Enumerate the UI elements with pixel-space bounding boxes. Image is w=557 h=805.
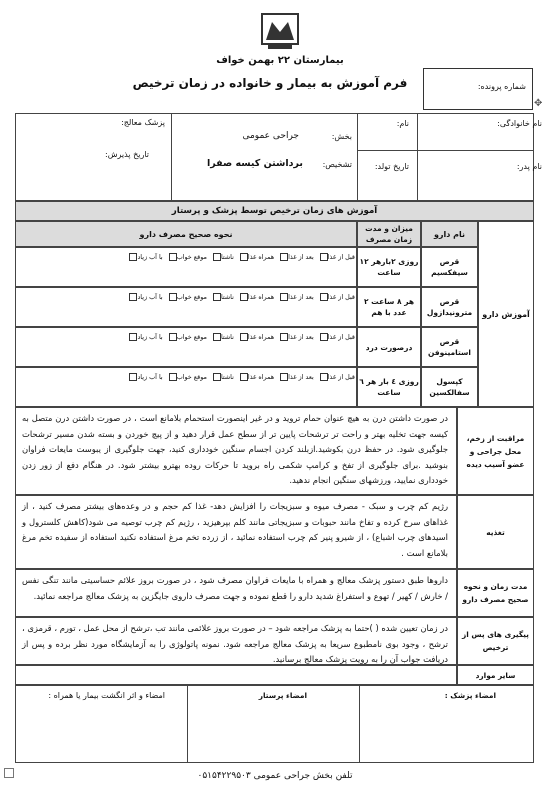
last-name-label: نام خانوادگی:: [497, 119, 542, 128]
method-option-label: با آب زیاد: [137, 253, 163, 261]
checkbox[interactable]: [320, 293, 328, 301]
method-option-label: با آب زیاد: [137, 333, 163, 341]
row-text: رژیم کم چرب و سبک - مصرف میوه و سبزیجات را افزایش دهد- غذا کم حجم و در وعده‌های بیشتر مصرف کنید ، از غذاهای سرخ کرده و تفاخ مانند حبوبات و سبزیجاتی مانند کلم بپرهیزید ، رژیم کم چرب توصیه می شود(کاهش کلسترول و اسیدهای چرب اشباع) ، از شیرو پنیر کم چرب استفاده نمائید ، از زرده تخم مرغ استفاده نکنید استفاده از سفیده تخم مرغ بلامانع است .: [15, 495, 457, 569]
method-option[interactable]: [278, 253, 314, 261]
method-option-label: همراه غذا: [247, 373, 275, 381]
col-method: نحوه صحیح مصرف دارو: [15, 221, 357, 247]
record-number-box[interactable]: [423, 68, 533, 110]
drug-education-label: آموزش دارو: [478, 221, 534, 407]
method-options: [127, 373, 355, 381]
checkbox[interactable]: [320, 373, 328, 381]
method-option-label: موقع خواب: [176, 373, 207, 381]
checkbox[interactable]: [240, 293, 248, 301]
drug-name: قرص مترونیدازول: [421, 287, 478, 327]
ward-value: جراحی عمومی: [242, 131, 299, 141]
hospital-name: بیمارستان ۲۲ بهمن خواف: [216, 55, 344, 66]
method-option-label: موقع خواب: [176, 293, 207, 301]
drug-name: قرص سیفکسیم: [421, 247, 478, 287]
drug-amount: روزی ٤ بار هر ٦ ساعت: [357, 367, 421, 407]
form-title: فرم آموزش به بیمار و خانواده در زمان ترخیص: [132, 76, 408, 90]
method-option[interactable]: [127, 373, 162, 381]
name-label: نام:: [396, 119, 409, 128]
drug-name: قرص استامینوفن: [421, 327, 478, 367]
method-option[interactable]: [238, 253, 274, 261]
method-options: [127, 333, 355, 341]
checkbox[interactable]: [320, 253, 328, 261]
table-resize-handle[interactable]: [4, 768, 14, 778]
method-option[interactable]: [318, 293, 355, 301]
drug-amount: درصورت درد: [357, 327, 421, 367]
checkbox[interactable]: [240, 333, 248, 341]
checkbox[interactable]: [280, 333, 288, 341]
checkbox[interactable]: [169, 373, 177, 381]
row-label: سایر موارد: [457, 665, 534, 685]
ward-label: بخش:: [331, 132, 352, 141]
method-option-label: موقع خواب: [176, 333, 207, 341]
method-option[interactable]: [278, 373, 314, 381]
method-option[interactable]: [238, 333, 274, 341]
method-option[interactable]: [318, 253, 355, 261]
method-option[interactable]: [278, 293, 314, 301]
checkbox[interactable]: [129, 293, 137, 301]
row-label: تغذیه: [457, 495, 534, 569]
patient-signature-label: امضاء و اثر انگشت بیمار یا همراه :: [48, 691, 165, 700]
checkbox[interactable]: [280, 253, 288, 261]
method-option-label: قبل از غذا: [327, 253, 355, 261]
row-text: داروها طبق دستور پزشک معالج و همراه با مایعات فراوان مصرف شود ، در صورت بروز علائم حساسیتی مانند تنگی نفس / خارش / کهیر / تهوع و استفراغ شدید دارو را قطع نموده و جهت مصرف داروی جایگزین به پزشک معالج مراجعه نمائید.: [15, 569, 457, 617]
row-label: پیگیری های پس از ترخیص: [457, 617, 534, 665]
method-option[interactable]: [167, 253, 207, 261]
method-option-label: با آب زیاد: [137, 293, 163, 301]
method-option-label: بعد از غذا: [288, 333, 314, 341]
method-option[interactable]: [318, 373, 355, 381]
doctor-signature-label: امضاء پزشک :: [444, 691, 496, 700]
checkbox[interactable]: [280, 293, 288, 301]
checkbox[interactable]: [129, 333, 137, 341]
checkbox[interactable]: [240, 373, 248, 381]
birth-date-label: تاریخ تولد:: [374, 162, 409, 171]
drug-amount: روزی ۲بارهر ۱۲ ساعت: [357, 247, 421, 287]
method-option-label: همراه غذا: [247, 293, 275, 301]
method-option-label: موقع خواب: [176, 253, 207, 261]
method-option[interactable]: [211, 373, 234, 381]
method-option[interactable]: [127, 333, 162, 341]
checkbox[interactable]: [213, 293, 221, 301]
method-option-label: بعد از غذا: [288, 293, 314, 301]
nurse-signature-label: امضاء پرستار: [258, 691, 307, 700]
method-options: [127, 253, 355, 261]
father-name-label: نام پدر:: [516, 162, 542, 171]
drug-amount: هر ۸ ساعت ۲ عدد با هم: [357, 287, 421, 327]
method-option[interactable]: [211, 293, 234, 301]
method-option-label: همراه غذا: [247, 253, 275, 261]
checkbox[interactable]: [213, 253, 221, 261]
method-options: [127, 293, 355, 301]
col-amount: میزان و مدت زمان مصرف: [357, 221, 421, 247]
checkbox[interactable]: [213, 333, 221, 341]
record-number-label: شماره پرونده:: [477, 82, 526, 91]
row-text: در صورت داشتن درن به هیچ عنوان حمام تروید و در غیر اینصورت استحمام بلامانع است ، در صورت داشتن درن متصل به کیسه جهت تخلیه بهتر و راحت تر ترشحات پایین تر از سطح عمل قرار دهید و از پیچ خوردن و بسته شدن مسیر ترشحات جلوگیری شود. در حفظ درن بکوشید.ازبلند کردن اجسام سنگین خودداری کنید، جهت جلوگیری از یبوست مایعات فراوان بنوشید .برای جلوگیری از تفخ و کرامپ شکمی راه بروید تا حرکات روده بهترو بیشتر شود. در هنگام دفع از زور زدن خودداری نمایید، ورزشهای سنگین انجام ندهید.: [15, 407, 457, 495]
diagnosis-label: تشخیص:: [322, 160, 352, 169]
row-text: [15, 665, 457, 685]
checkbox[interactable]: [213, 373, 221, 381]
checkbox[interactable]: [240, 253, 248, 261]
section-title: آموزش های زمان ترخیص توسط پزشک و پرستار: [15, 201, 534, 221]
diagnosis-value: برداشتن کیسه صفرا: [206, 158, 303, 169]
method-option[interactable]: [238, 373, 274, 381]
col-drug-name: نام دارو: [421, 221, 478, 247]
method-option[interactable]: [278, 333, 314, 341]
method-option-label: با آب زیاد: [137, 373, 163, 381]
method-option-label: قبل از غذا: [327, 373, 355, 381]
method-option-label: بعد از غذا: [288, 373, 314, 381]
method-option-label: قبل از غذا: [327, 333, 355, 341]
method-option[interactable]: [127, 293, 162, 301]
checkbox[interactable]: [169, 333, 177, 341]
method-option-label: ناشتا: [220, 373, 234, 381]
method-option[interactable]: [167, 373, 207, 381]
checkbox[interactable]: [280, 373, 288, 381]
method-option-label: ناشتا: [220, 333, 234, 341]
method-option[interactable]: [127, 253, 162, 261]
row-label: مدت زمان و نحوه صحیح مصرف دارو: [457, 569, 534, 617]
method-option-label: بعد از غذا: [288, 253, 314, 261]
drug-name: کپسول سفالکسین: [421, 367, 478, 407]
row-label: مراقبت از زخم، محل جراحی و عضو آسیب دیده: [457, 407, 534, 495]
method-option[interactable]: [211, 253, 234, 261]
method-option-label: همراه غذا: [247, 333, 275, 341]
checkbox[interactable]: [320, 333, 328, 341]
hospital-logo: [258, 10, 302, 52]
method-option[interactable]: [318, 333, 355, 341]
method-option-label: ناشتا: [220, 293, 234, 301]
method-option[interactable]: [167, 293, 207, 301]
method-option-label: ناشتا: [220, 253, 234, 261]
footer-phone: تلفن بخش جراحی عمومی ۰۵۱۵۴۲۲۹۵۰۳: [197, 771, 353, 781]
method-option-label: قبل از غذا: [327, 293, 355, 301]
method-option[interactable]: [167, 333, 207, 341]
checkbox[interactable]: [129, 253, 137, 261]
method-option[interactable]: [238, 293, 274, 301]
physician-label: پزشک معالج:: [121, 118, 165, 127]
row-text: در زمان تعیین شده ( )حتما به پزشک مراجعه شود – در صورت بروز علائمی مانند تب ،ترشح از محل عمل ، تورم ، قرمزی ، ترشح ، وجود بوی نامطبوع سریعا به پزشک معالج مراجعه شود. نمونه پاتولوژی را به آزمایشگاه مورد نظر برده و پس از دریافت جواب آن را به رویت پزشک معالج برسانید.: [15, 617, 457, 665]
method-option[interactable]: [211, 333, 234, 341]
admission-date-label: تاریخ پذیرش:: [105, 150, 149, 159]
checkbox[interactable]: [169, 293, 177, 301]
checkbox[interactable]: [169, 253, 177, 261]
checkbox[interactable]: [129, 373, 137, 381]
table-move-icon[interactable]: ✥: [534, 98, 543, 109]
